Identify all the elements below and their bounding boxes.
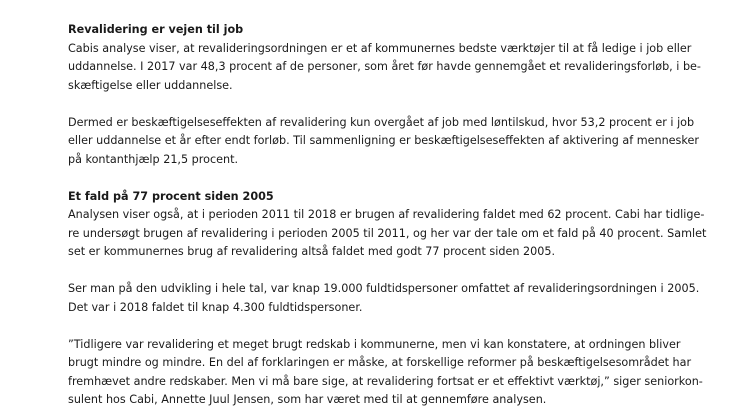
text-line: re undersøgt brugen af revalidering i perioden 2005 til 2011, og her var der tale om et fald på 40 procent. Samlet [68,226,707,240]
text-line: Ser man på den udvikling i hele tal, var knap 19.000 fuldtidspersoner omfattet af revalideringsordningen i 2005. [68,282,700,295]
text-line: eller uddannelse et år efter endt forløb. Til sammenligning er beskæftigelseseffekten af aktivering af mennesker [68,134,699,147]
text-line: Analysen viser også, at i perioden 2011 til 2018 er brugen af revalidering faldet med 62 procent. Cabi har tidlige- [68,208,705,221]
section-heading: Et fald på 77 procent siden 2005 [68,189,274,203]
text-line: set er kommunernes brug af revalidering altså faldet med godt 77 procent siden 2005. [68,245,556,258]
section-heading: Revalidering er vejen til job [68,23,244,36]
article-body [68,21,728,410]
text-line: på kontanthjælp 21,5 procent. [68,152,239,166]
text-line: Det var i 2018 faldet til knap 4.300 fuldtidspersoner. [68,300,363,314]
text-line: Dermed er beskæftigelseseffekten af revalidering kun overgået af job med løntilskud, hvor 53,2 procent er i job [68,115,695,129]
paragraph [68,336,728,410]
paragraph [68,280,728,317]
text-line: fremhævet andre redskaber. Men vi må bare sige, at revalidering fortsat er et effektivt værktøj,” siger seniorkon- [68,374,703,388]
text-line: uddannelse. I 2017 var 48,3 procent af de personer, som året før havde gennemgået et revalideringsforløb, i be- [68,60,701,73]
text-line: brugt mindre og mindre. En del af forklaringen er måske, at forskellige reformer på beskæftigelsesområdet har [68,356,692,369]
text-line: ”Tidligere var revalidering et meget brugt redskab i kommunerne, men vi kan konstatere, at ordningen bliver [68,337,681,351]
text-line: sulent hos Cabi, Annette Juul Jensen, som har været med til at gennemføre analysen. [68,393,547,406]
paragraph [68,206,728,262]
paragraph [68,114,728,170]
section-revalidering [68,21,728,169]
paragraph [68,40,728,96]
section-fald [68,188,728,410]
text-line: Cabis analyse viser, at revalideringsordningen er et af kommunernes bedste værktøjer til at få ledige i job eller [68,41,692,55]
text-line: skæftigelse eller uddannelse. [68,78,233,92]
